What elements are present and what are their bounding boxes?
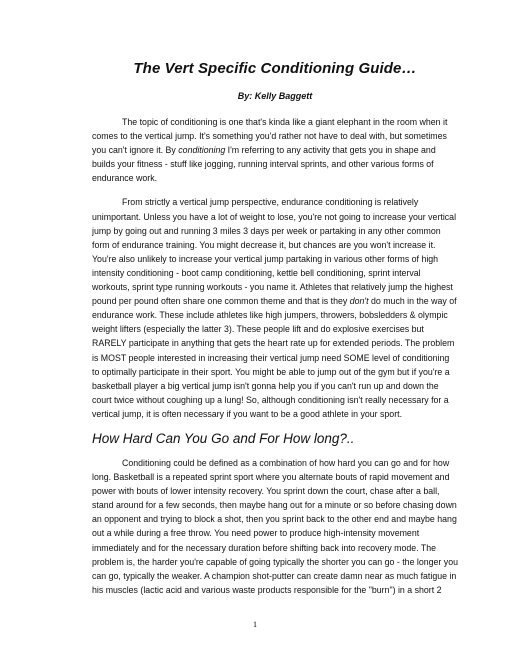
paragraph-2-text-b: do much in the way of endurance work. These include athletes like high jumpers, throwers, bobsledders & olympic weight lifters (especially the latter 3). These people lift and do explosive exercises but RARELY participate in anything that gets the heart rate up for extended periods. The problem is MOST people interested in increasing their vertical jump need SOME level of conditioning to optimally participate in their sport. You might be able to jump out of the gym but if you're a basketball player a big vertical jump isn't gonna help you if you can't run up and down the court twice without coughing up a lung! So, although conditioning isn't really necessary for a vertical jump, it is often necessary if you want to be a good athlete in your sport. [92, 296, 457, 419]
page-number: 1 [253, 620, 257, 629]
paragraph-2-text-a: From strictly a vertical jump perspective, endurance conditioning is relatively unimportant. Unless you have a lot of weight to lose, you're not going to increase your vertical jump by going out and running 3 miles 3 days per week or partaking in any other common form of endurance training. You might decrease it, but chances are you won't increase it. You're also unlikely to increase your vertical jump partaking in various other forms of high intensity conditioning - boot camp conditioning, kettle bell conditioning, sprint interval workouts, sprint type running workouts - you name it. Athletes that relatively jump the highest pound per pound often share one common theme and that is they [92, 197, 457, 307]
paragraph-2 [92, 195, 458, 421]
paragraph-1-emphasis: conditioning [178, 145, 226, 156]
paragraph-1 [92, 115, 458, 185]
section-heading: How Hard Can You Go and For How long?.. [92, 430, 355, 446]
author-byline: By: Kelly Baggett [237, 91, 313, 101]
document-title: The Vert Specific Conditioning Guide… [133, 60, 417, 77]
paragraph-3: Conditioning could be defined as a combination of how hard you can go and for how long. Basketball is a repeated sprint sport where you alternate bouts of rapid movement and power with bouts of lower intensity recovery. You sprint down the court, chase after a ball, stand around for a few seconds, then maybe hang out for a minute or so before chasing down an opponent and trying to block a shot, then you sprint back to the other end and maybe hang out a while during a free throw. You need power to produce high-intensity movement immediately and for the necessary duration before shifting back into recovery mode. The problem is, the harder you're capable of going typically the shorter you can go - the longer you can go, typically the weaker. A champion shot-putter can create damn near as much fatigue in his muscles (lactic acid and various waste products responsible for the "burn") in a short 2 [92, 457, 458, 595]
paragraph-1-text-b: I'm referring to any activity that gets you in shape and builds your fitness - stuff like jogging, running interval sprints, and other various forms of endurance work. [92, 145, 436, 184]
paragraph-1-text-a: The topic of conditioning is one that's kinda like a giant elephant in the room when it comes to the vertical jump. It's something you'd rather not have to deal with, but sometimes you can't ignore it. By [92, 117, 448, 156]
paragraph-2-emphasis: don't [349, 296, 369, 307]
